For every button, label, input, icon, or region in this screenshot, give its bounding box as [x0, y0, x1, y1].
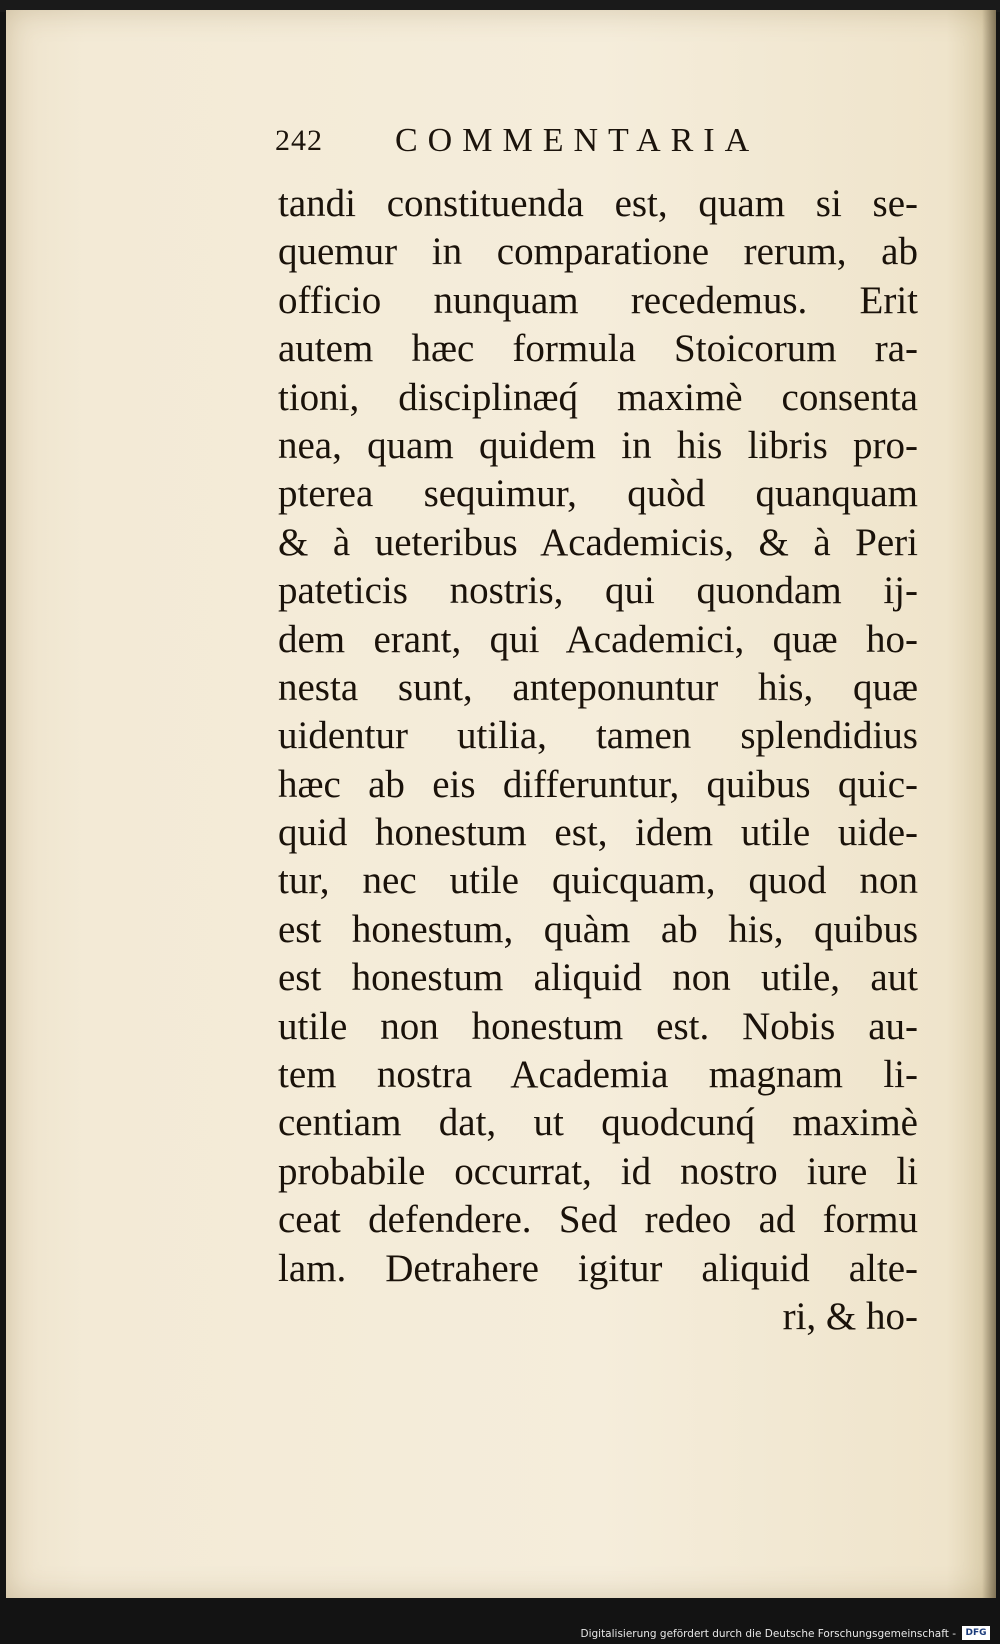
page-edge-shadow — [982, 10, 996, 1598]
text-line: quid honestum est, idem utile uide- — [278, 811, 918, 855]
text-line: probabile occurrat, id nostro iure li — [278, 1149, 918, 1193]
running-head: COMMENTARIA — [395, 122, 760, 159]
catchword-line: ri, & ho- — [782, 1294, 918, 1338]
digitization-credit: Digitalisierung gefördert durch die Deutsche Forschungsgemeinschaft - — [580, 1628, 956, 1640]
text-line: tioni, disciplinæq́ maximè consenta — [278, 375, 918, 419]
text-line: uidentur utilia, tamen splendidius — [278, 714, 918, 758]
text-line: dem erant, qui Academici, quæ ho- — [278, 617, 918, 661]
text-line: tur, nec utile quicquam, quod non — [278, 859, 918, 903]
dfg-logo: DFG — [962, 1626, 990, 1640]
text-line: ceat defendere. Sed redeo ad formu — [278, 1198, 918, 1242]
text-line: & à ueteribus Academicis, & à Peri — [278, 520, 918, 564]
text-line: lam. Detrahere igitur aliquid alte- — [278, 1246, 918, 1290]
text-line: officio nunquam recedemus. Erit — [278, 278, 918, 322]
text-line: pateticis nostris, qui quondam ij- — [278, 569, 918, 613]
text-line: est honestum, quàm ab his, quibus — [278, 907, 918, 951]
text-line: centiam dat, ut quodcunq́ maximè — [278, 1101, 918, 1145]
page-number: 242 — [275, 124, 323, 157]
text-line: utile non honestum est. Nobis au- — [278, 1004, 918, 1048]
text-line: est honestum aliquid non utile, aut — [278, 956, 918, 1000]
text-line: tem nostra Academia magnam li- — [278, 1053, 918, 1097]
text-line: nea, quam quidem in his libris pro- — [278, 423, 918, 467]
text-line: autem hæc formula Stoicorum ra- — [278, 327, 918, 371]
text-line: hæc ab eis differuntur, quibus quic- — [278, 762, 918, 806]
text-line: nesta sunt, anteponuntur his, quæ — [278, 665, 918, 709]
text-line: quemur in comparatione rerum, ab — [278, 230, 918, 274]
text-line: pterea sequimur, quòd quanquam — [278, 472, 918, 516]
page-header — [275, 118, 915, 162]
text-line: tandi constituenda est, quam si se- — [278, 182, 918, 225]
body-text — [278, 180, 918, 1341]
